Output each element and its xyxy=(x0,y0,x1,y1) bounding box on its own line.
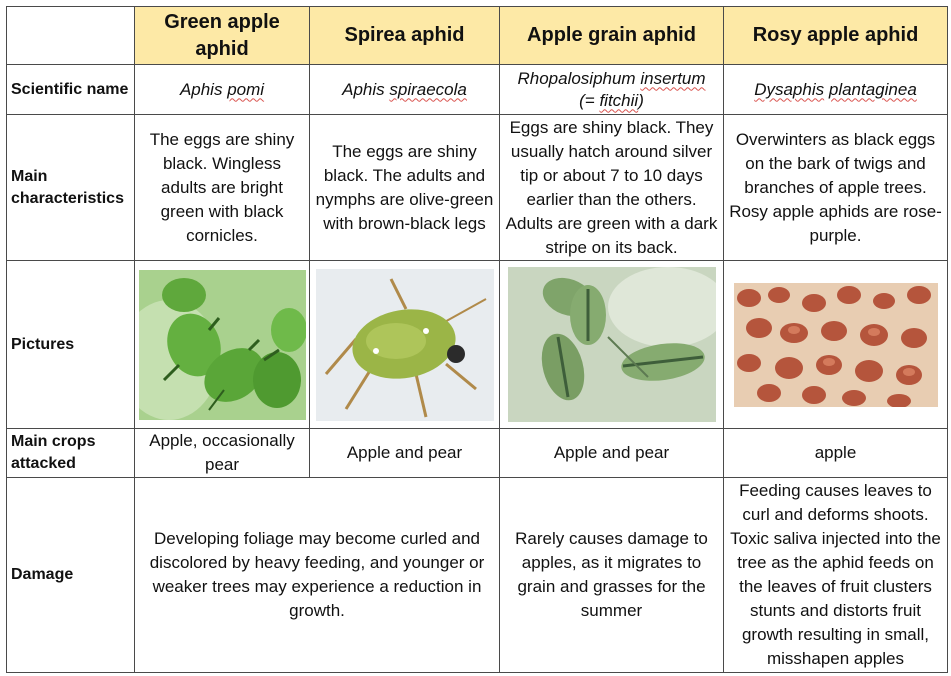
picture-cell-grain xyxy=(500,261,724,429)
crops-row xyxy=(7,429,948,478)
genus: Dysaphis xyxy=(754,79,825,99)
damage-rosy: Feeding causes leaves to curl and deforms shoots. Toxic saliva injected into the tree as the aphid feeds on the leaves of fruit clusters stunts and distorts fruit growth resulting in small, misshapen apples xyxy=(724,478,948,673)
characteristics-rosy: Overwinters as black eggs on the bark of twigs and branches of apple trees. Rosy apple aphids are rose-purple. xyxy=(724,115,948,261)
header-green-apple-aphid: Green apple aphid xyxy=(135,7,310,65)
header-rosy-apple-aphid: Rosy apple aphid xyxy=(724,7,948,65)
genus: Rhopalosiphum xyxy=(517,68,636,88)
genus: Aphis xyxy=(342,79,385,99)
characteristics-spirea: The eggs are shiny black. The adults and nymphs are olive-green with brown-black legs xyxy=(310,115,500,261)
row-label-scientific-name: Scientific name xyxy=(7,65,135,115)
species: pomi xyxy=(227,79,265,99)
synonym-prefix: (= xyxy=(579,90,595,110)
characteristics-green: The eggs are shiny black. Wingless adults are bright green with black cornicles. xyxy=(135,115,310,261)
apple-grain-aphid-photo xyxy=(508,267,716,422)
green-apple-aphid-photo xyxy=(139,270,306,420)
row-label-pictures: Pictures xyxy=(7,261,135,429)
scientific-name-spirea xyxy=(310,65,500,115)
damage-green-and-spirea: Developing foliage may become curled and discolored by heavy feeding, and younger or weaker trees may experience a reduction in growth. xyxy=(135,478,500,673)
picture-cell-spirea xyxy=(310,261,500,429)
row-label-main-characteristics: Main characteristics xyxy=(7,115,135,261)
genus: Aphis xyxy=(179,79,223,99)
scientific-name-grain xyxy=(500,65,724,115)
characteristics-row xyxy=(7,115,948,261)
row-label-main-crops: Main crops attacked xyxy=(7,429,135,478)
scientific-name-green xyxy=(135,65,310,115)
row-label-damage: Damage xyxy=(7,478,135,673)
species: insertum xyxy=(640,68,706,88)
spirea-aphid-photo xyxy=(316,269,494,421)
crops-grain: Apple and pear xyxy=(500,429,724,478)
crops-spirea: Apple and pear xyxy=(310,429,500,478)
header-row xyxy=(7,7,948,65)
picture-cell-rosy xyxy=(724,261,948,429)
species: spiraecola xyxy=(389,79,467,99)
characteristics-grain: Eggs are shiny black. They usually hatch around silver tip or about 7 to 10 days earlier than the others. Adults are green with a dark stripe on its back. xyxy=(500,115,724,261)
scientific-name-rosy xyxy=(724,65,948,115)
picture-cell-green xyxy=(135,261,310,429)
synonym: fitchii xyxy=(599,90,639,110)
header-spirea-aphid: Spirea aphid xyxy=(310,7,500,65)
scientific-name-row xyxy=(7,65,948,115)
corner-cell xyxy=(7,7,135,65)
synonym-suffix: ) xyxy=(638,90,644,110)
crops-rosy: apple xyxy=(724,429,948,478)
crops-green: Apple, occasionally pear xyxy=(135,429,310,478)
aphid-comparison-table xyxy=(6,6,948,673)
species: plantaginea xyxy=(828,79,917,99)
pictures-row xyxy=(7,261,948,429)
rosy-apple-aphid-photo xyxy=(734,283,938,407)
header-apple-grain-aphid: Apple grain aphid xyxy=(500,7,724,65)
damage-grain: Rarely causes damage to apples, as it migrates to grain and grasses for the summer xyxy=(500,478,724,673)
damage-row xyxy=(7,478,948,673)
